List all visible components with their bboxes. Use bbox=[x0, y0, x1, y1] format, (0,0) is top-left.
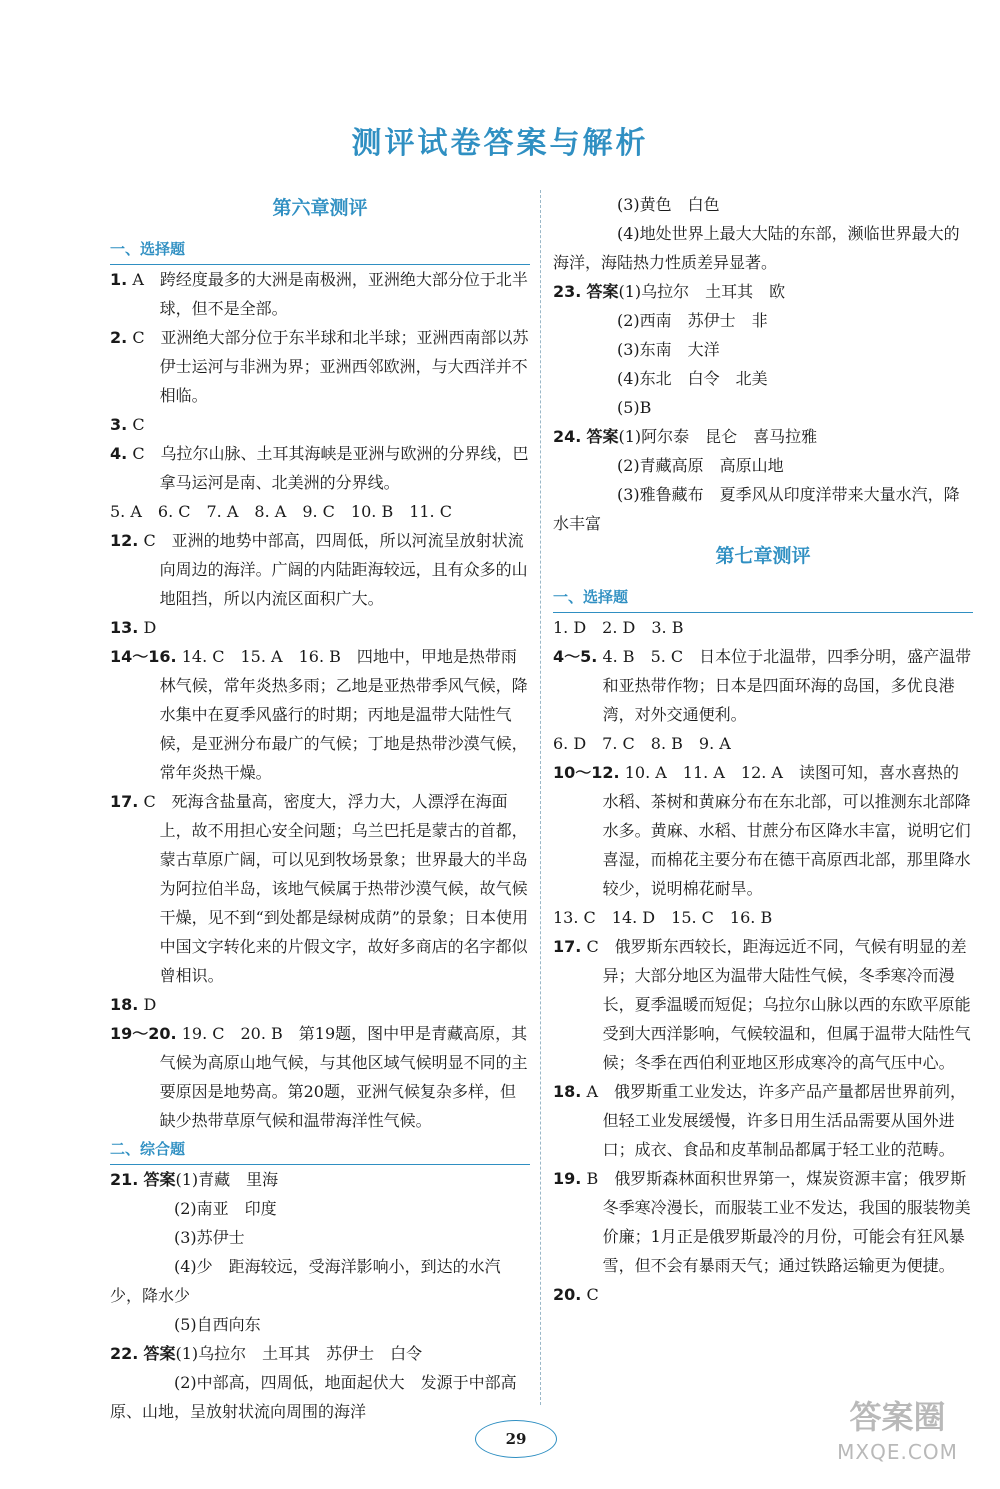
answer-sub: (2)西南 苏伊士 非 bbox=[617, 311, 768, 330]
answer-item: 12. C 亚洲的地势中部高，四周低，所以河流呈放射状流向周边的海洋。广阔的内陆距海较远，且有众多的山地阻挡，所以内流区面积广大。 bbox=[110, 531, 528, 608]
answer-sub: (5)自西向东 bbox=[174, 1315, 261, 1334]
answer-sub: (2)南亚 印度 bbox=[174, 1199, 277, 1218]
answer-item: 18. D bbox=[110, 995, 157, 1014]
answer-item: 4～5. 4. B 5. C 日本位于北温带，四季分明，盛产温带和亚热带作物；日本是四面环海的岛国，多优良港湾，对外交通便利。 bbox=[553, 647, 972, 724]
page-number: 29 bbox=[475, 1420, 557, 1458]
answer-item: 4. C 乌拉尔山脉、土耳其海峡是亚洲与欧洲的分界线，巴拿马运河是南、北美洲的分界线。 bbox=[110, 444, 529, 492]
answer-item: 5. A 6. C 7. A 8. A 9. C 10. B 11. C bbox=[110, 502, 452, 521]
answer-item: 17. C 死海含盐量高，密度大，浮力大，人漂浮在海面上，故不用担心安全问题；乌兰巴托是蒙古的首都，蒙古草原广阔，可以见到牧场景象；世界最大的半岛为阿拉伯半岛，该地气候属于热带沙漠气候，故气候干燥，见不到“到处都是绿树成荫”的景象；日本使用中国文字转化来的片假文字，故好多商店的名字都似曾相识。 bbox=[110, 792, 528, 985]
answer-item: 2. C 亚洲绝大部分位于东半球和北半球；亚洲西南部以苏伊士运河与非洲为界；亚洲西邻欧洲，与大西洋并不相临。 bbox=[110, 328, 529, 405]
answer-sub: (4)地处世界上最大大陆的东部，濒临世界最大的海洋，海陆热力性质差异显著。 bbox=[553, 224, 960, 272]
answer-item: 19～20. 19. C 20. B 第19题，图中甲是青藏高原，其气候为高原山地气候，与其他区域气候明显不同的主要原因是地势高。第20题，亚洲气候复杂多样，但缺少热带草原气候和温带海洋性气候。 bbox=[110, 1024, 528, 1130]
answer-item: 10～12. 10. A 11. A 12. A 读图可知，喜水喜热的水稻、茶树和黄麻分布在东北部，可以推测东北部降水多。黄麻、水稻、甘蔗分布区降水丰富，说明它们喜湿，而棉花主要分布在德干高原西北部，那里降水较少，说明棉花耐旱。 bbox=[553, 763, 971, 898]
answer-item: 14～16. 14. C 15. A 16. B 四地中，甲地是热带雨林气候，常年炎热多雨；乙地是亚热带季风气候，降水集中在夏季风盛行的时期；丙地是温带大陆性气候，是亚洲分布最广的气候；丁地是热带沙漠气候，常年炎热干燥。 bbox=[110, 647, 528, 782]
answer-item: 20. C bbox=[553, 1285, 599, 1304]
chapter-heading: 第七章测评 bbox=[715, 545, 811, 567]
section-heading: 一、选择题 bbox=[110, 235, 530, 265]
left-column bbox=[110, 190, 530, 1426]
answer-sub: (2)中部高，四周低，地面起伏大 发源于中部高原、山地，呈放射状流向周围的海洋 bbox=[110, 1373, 517, 1421]
answer-item: 19. B 俄罗斯森林面积世界第一，煤炭资源丰富；俄罗斯冬季寒冷漫长，而服装工业不发达，我国的服装物美价廉；1月正是俄罗斯最冷的月份，可能会有狂风暴雪，但不会有暴雨天气；通过铁路运输更为便捷。 bbox=[553, 1169, 971, 1275]
answer-item: 18. A 俄罗斯重工业发达，许多产品产量都居世界前列，但轻工业发展缓慢，许多日用生活品需要从国外进口；成衣、食品和皮革制品都属于轻工业的范畴。 bbox=[553, 1082, 966, 1159]
answer-item: 17. C 俄罗斯东西较长，距海远近不同，气候有明显的差异；大部分地区为温带大陆性气候，冬季寒冷而漫长，夏季温暖而短促；乌拉尔山脉以西的东欧平原能受到大西洋影响，气候较温和，但属于温带大陆性气候；冬季在西伯利亚地区形成寒冷的高气压中心。 bbox=[553, 937, 971, 1072]
watermark-text: 答案圈 bbox=[849, 1398, 946, 1436]
answer-sub: (5)B bbox=[617, 398, 652, 417]
chapter-heading: 第六章测评 bbox=[272, 197, 368, 219]
answer-item: 13. D bbox=[110, 618, 157, 637]
answer-item: 6. D 7. C 8. B 9. A bbox=[553, 734, 731, 753]
answer-item: 21. 答案(1)青藏 里海 bbox=[110, 1170, 279, 1189]
answer-sub: (3)雅鲁藏布 夏季风从印度洋带来大量水汽，降水丰富 bbox=[553, 485, 960, 533]
answer-item: 23. 答案(1)乌拉尔 土耳其 欧 bbox=[553, 282, 786, 301]
answer-sub: (4)东北 白令 北美 bbox=[617, 369, 768, 388]
answer-sub: (3)黄色 白色 bbox=[617, 195, 720, 214]
right-column bbox=[553, 190, 973, 1309]
section-heading: 二、综合题 bbox=[110, 1135, 530, 1165]
answer-item: 24. 答案(1)阿尔泰 昆仑 喜马拉雅 bbox=[553, 427, 818, 446]
section-heading: 一、选择题 bbox=[553, 583, 973, 613]
answer-item: 13. C 14. D 15. C 16. B bbox=[553, 908, 773, 927]
answer-sub: (4)少 距海较远，受海洋影响小，到达的水汽少，降水少 bbox=[110, 1257, 501, 1305]
page-title: 测评试卷答案与解析 bbox=[351, 126, 649, 161]
answer-item: 1. A 跨经度最多的大洲是南极洲，亚洲绝大部分位于北半球，但不是全部。 bbox=[110, 270, 528, 318]
answer-item: 3. C bbox=[110, 415, 145, 434]
answer-sub: (3)苏伊士 bbox=[174, 1228, 245, 1247]
answer-item: 22. 答案(1)乌拉尔 土耳其 苏伊士 白令 bbox=[110, 1344, 423, 1363]
watermark-logo bbox=[810, 1395, 985, 1475]
column-divider bbox=[540, 190, 541, 1405]
answer-sub: (2)青藏高原 高原山地 bbox=[617, 456, 784, 475]
answer-item: 1. D 2. D 3. B bbox=[553, 618, 684, 637]
answer-sub: (3)东南 大洋 bbox=[617, 340, 720, 359]
watermark-url: MXQE.COM bbox=[837, 1440, 958, 1464]
